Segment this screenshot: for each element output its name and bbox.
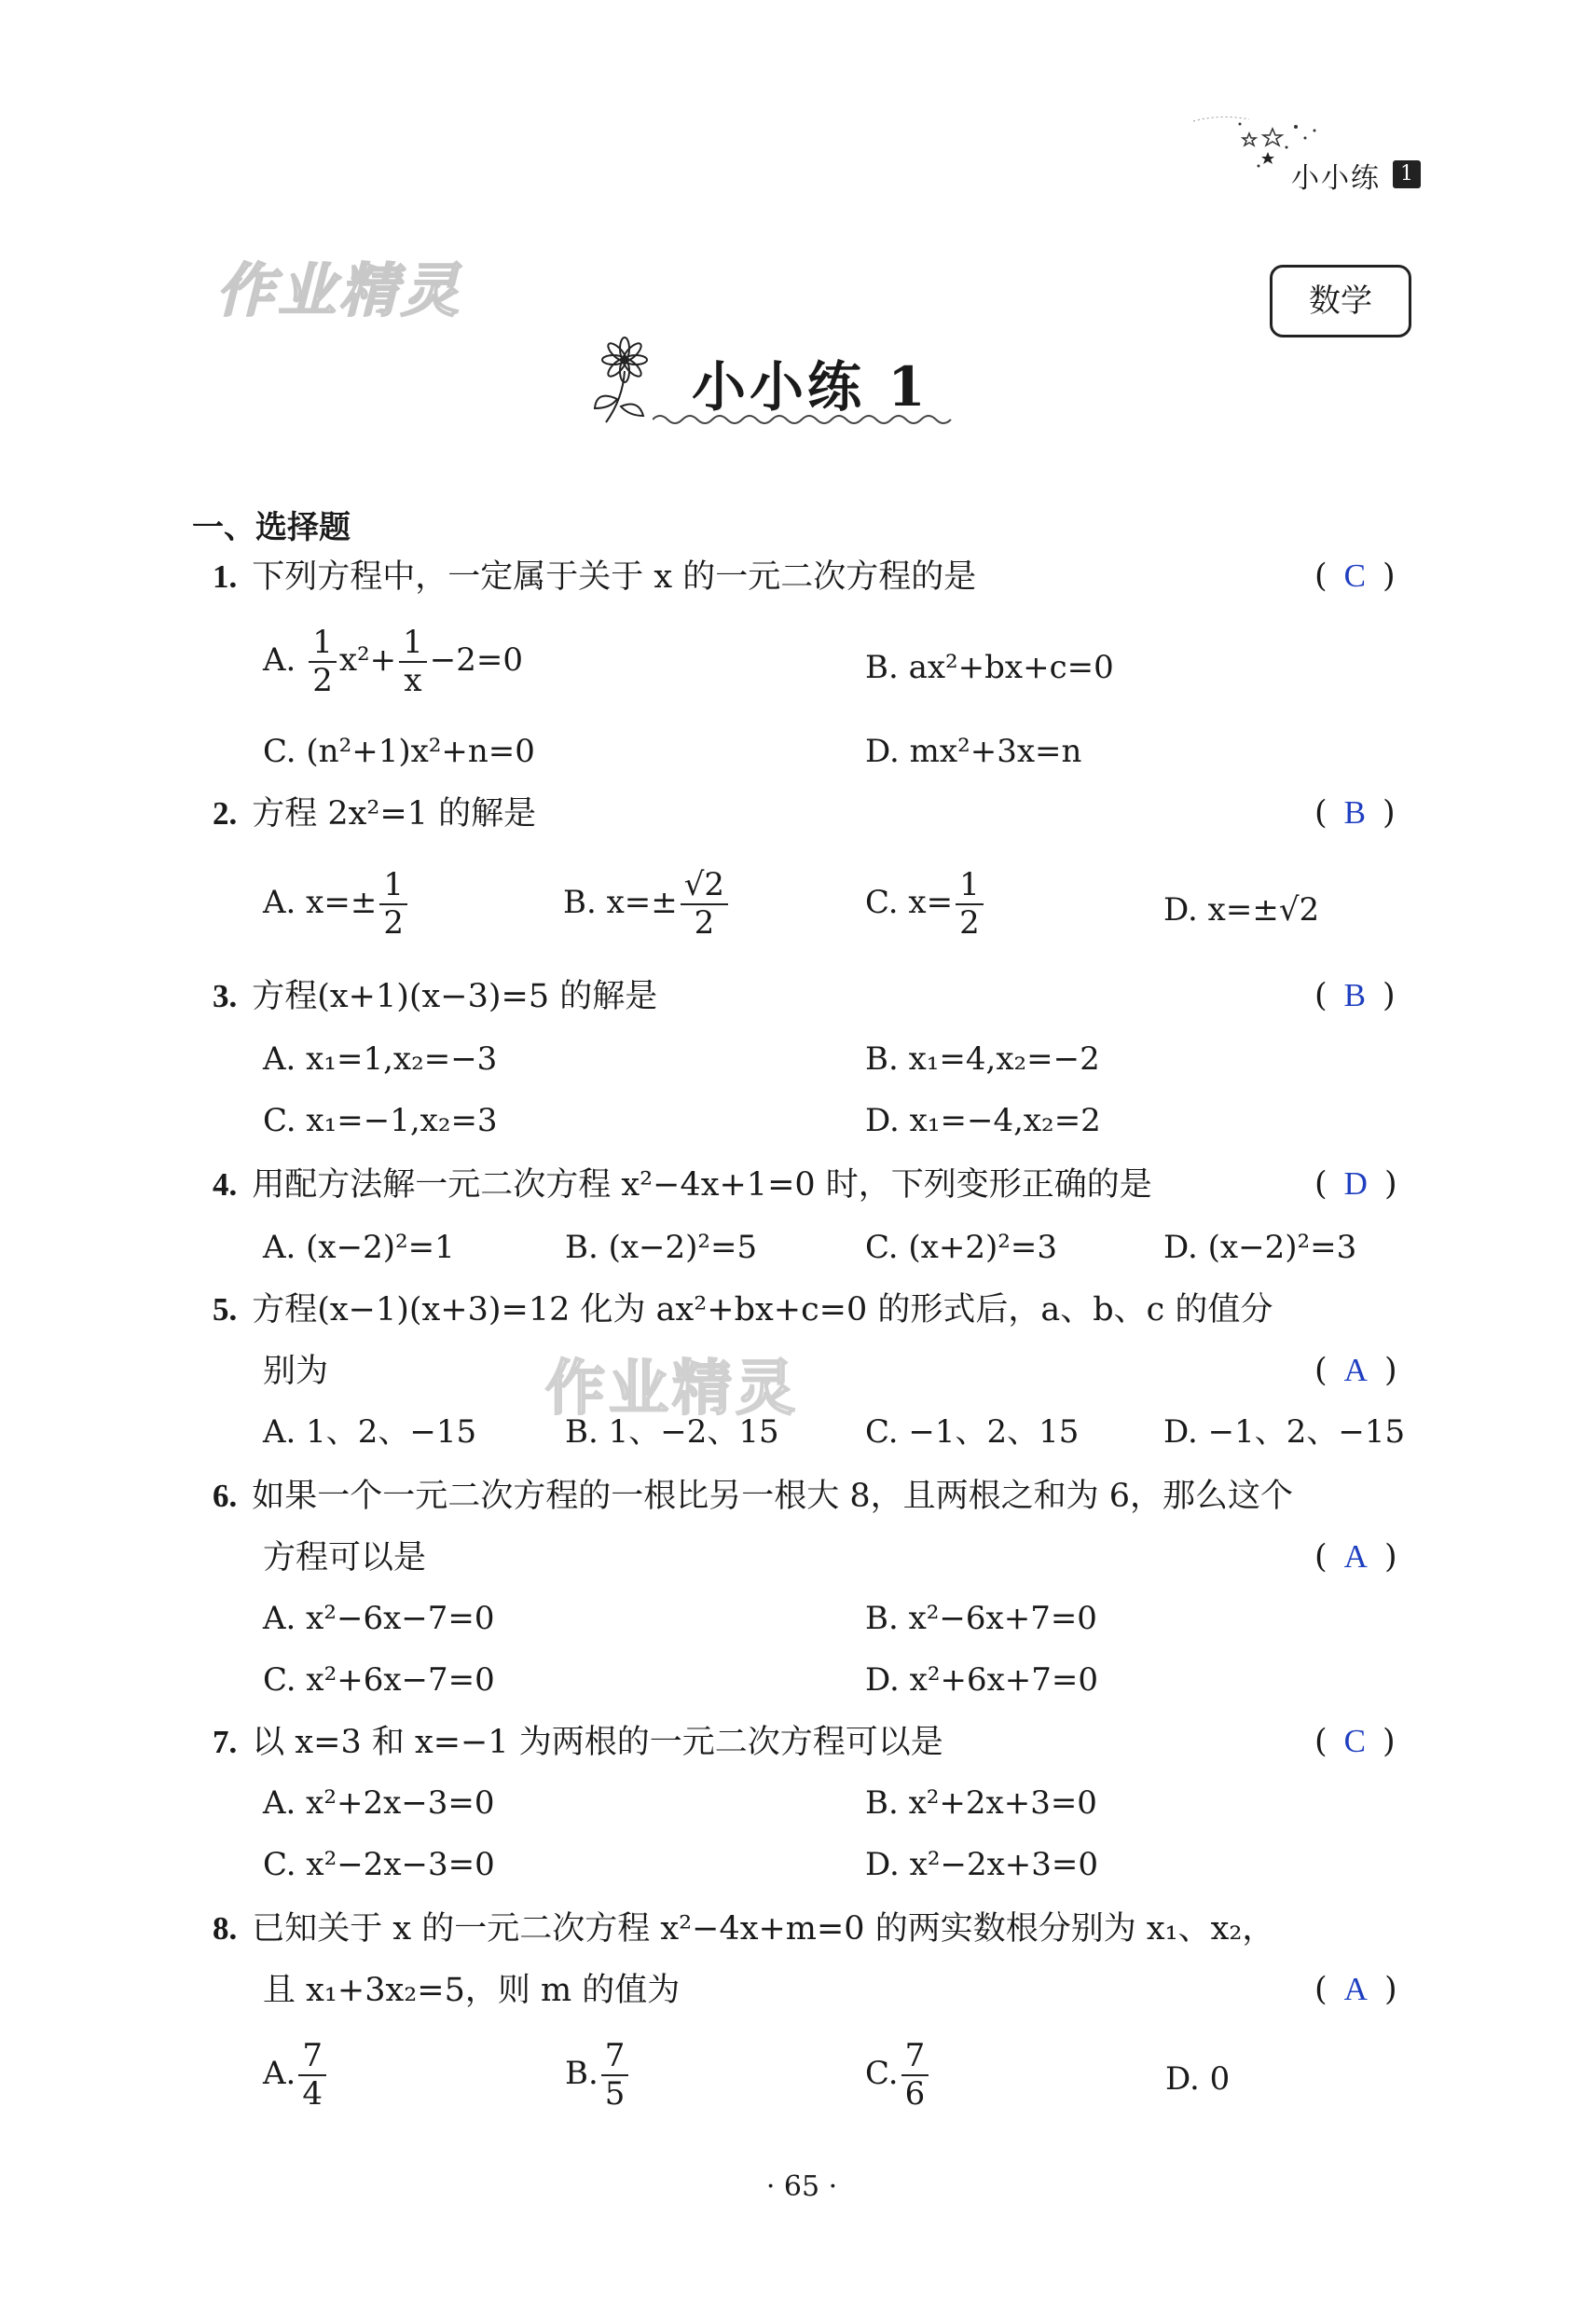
option-label: C. [865, 2055, 899, 2093]
option-d: D. −1、2、−15 [1163, 1413, 1406, 1451]
question-number: 6. [213, 1478, 238, 1514]
question-text: 方程(x−1)(x+3)=12 化为 ax²+bx+c=0 的形式后，a、b、c 的值分 [252, 1291, 1273, 1329]
option-text: −2=0 [429, 641, 524, 680]
option-c: C. (x+2)²=3 [865, 1229, 1057, 1266]
option-c [865, 867, 986, 942]
question-8-stem [213, 1909, 1274, 1948]
option-b: B. x²−6x+7=0 [865, 1600, 1097, 1637]
watermark-top: 作业精灵 [216, 256, 463, 324]
question-6-stem-line2: 方程可以是 [263, 1539, 427, 1576]
fraction [298, 2038, 326, 2113]
answer-letter: A [1343, 1971, 1368, 2007]
denominator: 2 [959, 904, 980, 943]
denominator: 2 [694, 904, 715, 943]
fraction [681, 867, 728, 942]
denominator: 6 [904, 2075, 926, 2113]
option-a [263, 625, 523, 699]
option-b [563, 867, 731, 942]
option-d: D. mx²+3x=n [865, 733, 1082, 770]
option-b: B. (x−2)²=5 [565, 1229, 758, 1266]
option-c: C. x²+6x−7=0 [263, 1661, 495, 1699]
option-b: B. 1、−2、15 [565, 1413, 779, 1451]
numerator: 1 [309, 625, 337, 663]
question-1-stem [213, 558, 976, 597]
section-heading: 一、选择题 [192, 509, 351, 546]
question-number: 7. [213, 1724, 238, 1760]
option-a: A. x²−6x−7=0 [263, 1600, 495, 1637]
denominator: x [404, 662, 422, 700]
header-badge: 1 [1393, 160, 1421, 188]
option-b: B. x₁=4,x₂=−2 [865, 1040, 1100, 1078]
fraction [601, 2038, 629, 2113]
option-label: A. [263, 2055, 296, 2093]
question-number: 4. [213, 1166, 238, 1203]
option-a [263, 867, 410, 942]
answer-letter: C [1343, 558, 1367, 594]
denominator: 5 [604, 2075, 626, 2113]
fraction [901, 2038, 929, 2113]
denominator: 4 [302, 2075, 323, 2113]
answer-bracket: ( C ) [1314, 1723, 1396, 1760]
option-b: B. ax²+bx+c=0 [865, 649, 1114, 686]
question-text: 如果一个一元二次方程的一根比另一根大 8，且两根之和为 6，那么这个 [252, 1478, 1294, 1515]
question-5-stem-line2: 别为 [263, 1353, 329, 1390]
answer-bracket: ( A ) [1314, 1538, 1397, 1576]
option-c: C. x²−2x−3=0 [263, 1846, 495, 1883]
answer-letter: B [1343, 977, 1367, 1013]
option-a: A. (x−2)²=1 [263, 1229, 455, 1266]
question-6-stem [213, 1477, 1293, 1516]
numerator: 7 [298, 2038, 326, 2076]
option-text: x²+ [338, 641, 397, 680]
numerator: 1 [956, 867, 984, 905]
option-b: B. x²+2x+3=0 [865, 1784, 1097, 1822]
answer-bracket: ( A ) [1314, 1352, 1397, 1389]
option-d: D. x²−2x+3=0 [865, 1846, 1099, 1883]
watermark-middle: 作业精灵 [545, 1354, 799, 1424]
header-label: 小小练 [1291, 162, 1381, 195]
question-number: 2. [213, 795, 238, 832]
answer-letter: A [1343, 1538, 1368, 1575]
numerator: 7 [601, 2038, 629, 2076]
option-label: A. [263, 641, 296, 680]
page-number: · 65 · [765, 2170, 838, 2203]
option-c: C. (n²+1)x²+n=0 [263, 733, 535, 770]
answer-bracket: ( B ) [1314, 977, 1396, 1014]
option-text: B. x=± [563, 884, 678, 922]
answer-letter: B [1343, 794, 1367, 831]
question-4-stem [213, 1165, 1152, 1205]
answer-bracket: ( A ) [1314, 1971, 1397, 2008]
answer-bracket: ( D ) [1314, 1165, 1397, 1203]
option-text: C. x= [865, 884, 954, 922]
option-label: B. [565, 2055, 598, 2093]
flower-icon [587, 334, 662, 427]
option-text: A. x=± [263, 884, 378, 922]
option-d: D. x=±√2 [1163, 891, 1320, 929]
question-5-stem [213, 1290, 1273, 1329]
page-title: 小小练 1 [692, 355, 929, 419]
answer-letter: D [1343, 1165, 1368, 1202]
numerator: 1 [379, 867, 407, 905]
fraction [399, 625, 427, 699]
question-number: 1. [213, 558, 238, 595]
answer-bracket: ( B ) [1314, 794, 1396, 832]
denominator: 2 [383, 904, 404, 943]
option-d: D. 0 [1165, 2060, 1231, 2098]
numerator: 1 [399, 625, 427, 663]
question-text: 用配方法解一元二次方程 x²−4x+1=0 时，下列变形正确的是 [252, 1166, 1152, 1204]
option-c: C. −1、2、15 [865, 1413, 1080, 1451]
numerator: 7 [901, 2038, 929, 2076]
question-3-stem [213, 977, 657, 1016]
option-a: A. x₁=1,x₂=−3 [263, 1040, 498, 1078]
answer-bracket: ( C ) [1314, 558, 1396, 595]
option-b [565, 2038, 631, 2113]
subject-badge: 数学 [1270, 265, 1411, 337]
question-2-stem [213, 794, 536, 833]
question-8-stem-line2: 且 x₁+3x₂=5，则 m 的值为 [263, 1972, 681, 2009]
option-a: A. x²+2x−3=0 [263, 1784, 495, 1822]
answer-letter: A [1343, 1352, 1368, 1388]
question-text: 已知关于 x 的一元二次方程 x²−4x+m=0 的两实数根分别为 x₁、x₂， [252, 1910, 1275, 1948]
option-d: D. x₁=−4,x₂=2 [865, 1102, 1101, 1139]
fraction [956, 867, 984, 942]
question-text: 方程(x+1)(x−3)=5 的解是 [252, 978, 658, 1015]
option-a: A. 1、2、−15 [263, 1413, 477, 1451]
question-text: 下列方程中，一定属于关于 x 的一元二次方程的是 [252, 558, 977, 596]
title-underline [653, 410, 960, 429]
question-text: 以 x=3 和 x=−1 为两根的一元二次方程可以是 [252, 1724, 943, 1761]
fraction [379, 867, 407, 942]
question-number: 3. [213, 978, 238, 1014]
question-number: 8. [213, 1910, 238, 1947]
numerator: √2 [681, 867, 728, 905]
option-d: D. x²+6x+7=0 [865, 1661, 1099, 1699]
denominator: 2 [312, 662, 333, 700]
option-c: C. x₁=−1,x₂=3 [263, 1102, 498, 1139]
question-text: 方程 2x²=1 的解是 [252, 795, 537, 833]
answer-letter: C [1343, 1723, 1367, 1759]
question-number: 5. [213, 1291, 238, 1328]
question-7-stem [213, 1723, 943, 1762]
option-c [865, 2038, 931, 2113]
option-d: D. (x−2)²=3 [1163, 1229, 1357, 1266]
option-a [263, 2038, 329, 2113]
fraction [309, 625, 337, 699]
